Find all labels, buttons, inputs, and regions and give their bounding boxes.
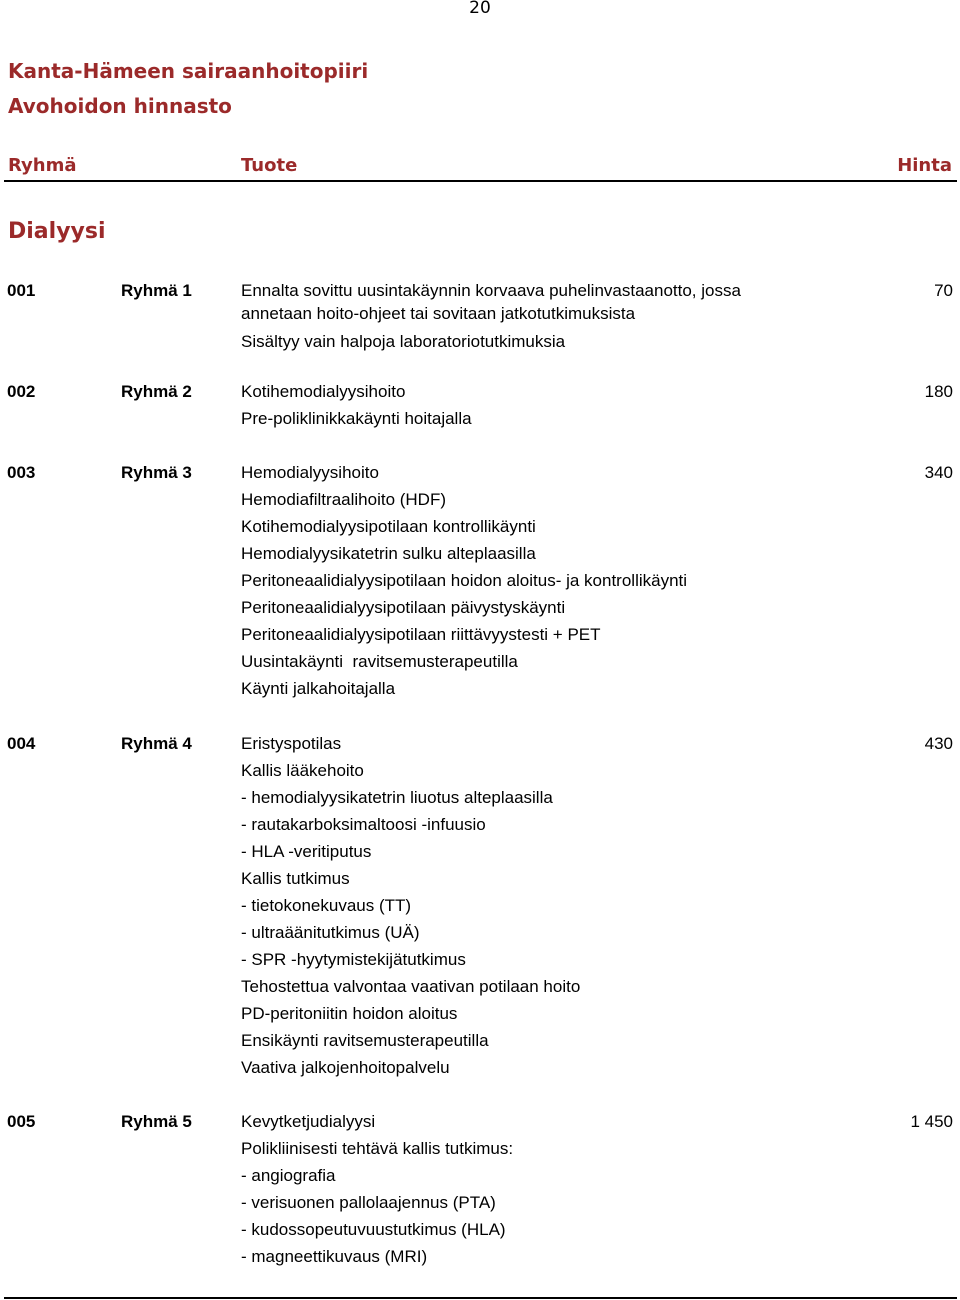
list-item: - HLA -veritiputus xyxy=(241,842,372,861)
list-item: Kotihemodialyysipotilaan kontrollikäynti xyxy=(241,517,536,536)
row-items xyxy=(241,378,841,432)
list-item: Peritoneaalidialyysipotilaan riittävyystesti + PET xyxy=(241,625,601,644)
list-item: Pre-poliklinikkakäynti hoitajalla xyxy=(241,409,472,428)
list-item: Kotihemodialyysihoito xyxy=(241,382,406,401)
section-title: Dialyysi xyxy=(8,219,106,244)
list-item: Ensikäynti ravitsemusterapeutilla xyxy=(241,1031,489,1050)
page-number: 20 xyxy=(469,0,491,18)
row-code: 004 xyxy=(7,734,36,753)
row-price: 180 xyxy=(924,382,953,401)
list-item: Peritoneaalidialyysipotilaan päivystyskäynti xyxy=(241,598,566,617)
list-item: - rautakarboksimaltoosi -infuusio xyxy=(241,815,486,834)
list-item: Käynti jalkahoitajalla xyxy=(241,679,396,698)
list-item: Tehostettua valvontaa vaativan potilaan hoito xyxy=(241,977,581,996)
column-header-price: Hinta xyxy=(897,155,952,176)
list-item: Peritoneaalidialyysipotilaan hoidon aloitus- ja kontrollikäynti xyxy=(241,571,688,590)
list-item: Hemodialyysihoito xyxy=(241,463,379,482)
column-header-group: Ryhmä xyxy=(8,155,77,176)
row-group: Ryhmä 2 xyxy=(121,382,192,401)
row-price: 430 xyxy=(924,734,953,753)
list-item: PD-peritoniitin hoidon aloitus xyxy=(241,1004,458,1023)
list-item: - tietokonekuvaus (TT) xyxy=(241,896,412,915)
row-items xyxy=(241,277,801,355)
row-group: Ryhmä 4 xyxy=(121,734,192,753)
row-code: 003 xyxy=(7,463,36,482)
list-item: Kevytketjudialyysi xyxy=(241,1112,376,1131)
row-items xyxy=(241,1108,841,1270)
footer-divider xyxy=(4,1297,957,1299)
document-title: Avohoidon hinnasto xyxy=(8,94,232,118)
row-price: 340 xyxy=(924,463,953,482)
row-group: Ryhmä 5 xyxy=(121,1112,192,1131)
list-item: Kallis lääkehoito xyxy=(241,761,364,780)
list-item: Eristyspotilas xyxy=(241,734,342,753)
column-header-product: Tuote xyxy=(241,155,298,176)
list-item: - kudossopeutuvuustutkimus (HLA) xyxy=(241,1220,506,1239)
row-price: 70 xyxy=(934,281,953,300)
list-item: - magneettikuvaus (MRI) xyxy=(241,1247,428,1266)
list-item: - SPR -hyytymistekijätutkimus xyxy=(241,950,466,969)
list-item: Polikliinisesti tehtävä kallis tutkimus: xyxy=(241,1139,514,1158)
row-items xyxy=(241,459,841,702)
list-item: - verisuonen pallolaajennus (PTA) xyxy=(241,1193,496,1212)
list-item: Hemodialyysikatetrin sulku alteplaasilla xyxy=(241,544,536,563)
list-item: Sisältyy vain halpoja laboratoriotutkimuksia xyxy=(241,332,566,351)
list-item: - angiografia xyxy=(241,1166,336,1185)
organization-title: Kanta-Hämeen sairaanhoitopiiri xyxy=(8,59,369,83)
row-group: Ryhmä 3 xyxy=(121,463,192,482)
row-group: Ryhmä 1 xyxy=(121,281,192,300)
list-item: Hemodiafiltraalihoito (HDF) xyxy=(241,490,447,509)
row-code: 001 xyxy=(7,281,36,300)
list-item: Vaativa jalkojenhoitopalvelu xyxy=(241,1058,450,1077)
list-item: Uusintakäynti ravitsemusterapeutilla xyxy=(241,652,518,671)
list-item: - ultraäänitutkimus (UÄ) xyxy=(241,923,420,942)
row-code: 005 xyxy=(7,1112,36,1131)
row-code: 002 xyxy=(7,382,36,401)
list-item: - hemodialyysikatetrin liuotus alteplaasilla xyxy=(241,788,553,807)
row-price: 1 450 xyxy=(910,1112,953,1131)
list-item: Ennalta sovittu uusintakäynnin korvaava puhelinvastaanotto, jossa annetaan hoito-ohjeet tai sovitaan jatkotutkimuksista xyxy=(241,281,741,323)
row-items xyxy=(241,730,841,1081)
list-item: Kallis tutkimus xyxy=(241,869,350,888)
header-divider xyxy=(4,180,957,182)
